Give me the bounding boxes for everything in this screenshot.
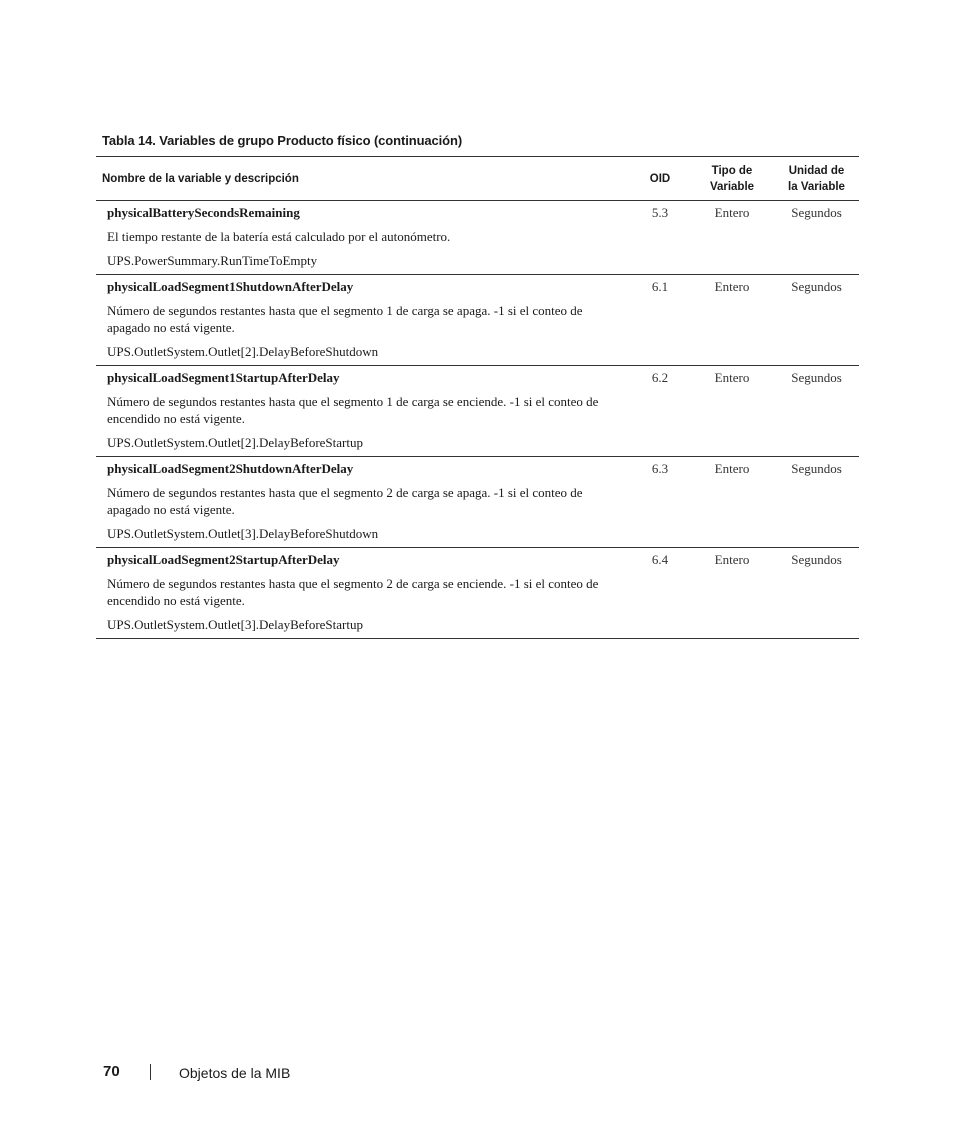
variable-mapping: UPS.OutletSystem.Outlet[3].DelayBeforeStartup <box>107 617 363 632</box>
table-header-row <box>96 157 859 201</box>
header-tipo <box>690 157 774 201</box>
cell-oid: 6.1 <box>630 275 690 366</box>
page-number: 70 <box>103 1063 120 1080</box>
cell-unidad: Segundos <box>774 548 859 639</box>
header-tipo-line2: Variable <box>709 180 755 193</box>
cell-variable <box>96 366 630 457</box>
cell-oid: 5.3 <box>630 201 690 275</box>
header-oid: OID <box>630 157 690 201</box>
cell-tipo: Entero <box>690 201 774 275</box>
variables-table <box>96 156 859 639</box>
header-unidad <box>774 157 859 201</box>
table-row <box>96 275 859 366</box>
cell-unidad: Segundos <box>774 366 859 457</box>
cell-unidad: Segundos <box>774 201 859 275</box>
header-tipo-line1: Tipo de <box>711 164 753 177</box>
variable-mapping: UPS.PowerSummary.RunTimeToEmpty <box>107 253 318 268</box>
cell-tipo: Entero <box>690 548 774 639</box>
variable-description: Número de segundos restantes hasta que el segmento 1 de carga se enciende. -1 si el conteo de encendido no está vigente. <box>107 394 599 426</box>
variable-description: El tiempo restante de la batería está calculado por el autonómetro. <box>107 229 451 244</box>
cell-unidad: Segundos <box>774 457 859 548</box>
variable-description: Número de segundos restantes hasta que el segmento 2 de carga se enciende. -1 si el conteo de encendido no está vigente. <box>107 576 599 608</box>
table-row <box>96 201 859 275</box>
table-row <box>96 548 859 639</box>
variable-mapping: UPS.OutletSystem.Outlet[2].DelayBeforeShutdown <box>107 344 379 359</box>
header-name: Nombre de la variable y descripción <box>96 157 630 201</box>
cell-oid: 6.3 <box>630 457 690 548</box>
cell-tipo: Entero <box>690 457 774 548</box>
header-unidad-line1: Unidad de <box>788 164 845 177</box>
variable-mapping: UPS.OutletSystem.Outlet[2].DelayBeforeStartup <box>107 435 363 450</box>
variable-name: physicalLoadSegment1StartupAfterDelay <box>107 370 340 385</box>
table-caption: Tabla 14. Variables de grupo Producto físico (continuación) <box>102 133 463 148</box>
table-row <box>96 366 859 457</box>
variable-description: Número de segundos restantes hasta que el segmento 1 de carga se apaga. -1 si el conteo de apagado no está vigente. <box>107 303 583 335</box>
variable-mapping: UPS.OutletSystem.Outlet[3].DelayBeforeShutdown <box>107 526 379 541</box>
cell-variable <box>96 457 630 548</box>
cell-oid: 6.2 <box>630 366 690 457</box>
variable-description: Número de segundos restantes hasta que el segmento 2 de carga se apaga. -1 si el conteo de apagado no está vigente. <box>107 485 583 517</box>
cell-tipo: Entero <box>690 366 774 457</box>
footer-divider <box>150 1064 151 1080</box>
cell-variable <box>96 548 630 639</box>
cell-oid: 6.4 <box>630 548 690 639</box>
cell-variable <box>96 275 630 366</box>
variable-name: physicalLoadSegment2ShutdownAfterDelay <box>107 461 354 476</box>
cell-variable <box>96 201 630 275</box>
table-row <box>96 457 859 548</box>
variable-name: physicalLoadSegment2StartupAfterDelay <box>107 552 340 567</box>
variable-name: physicalLoadSegment1ShutdownAfterDelay <box>107 279 354 294</box>
footer-section-title: Objetos de la MIB <box>179 1065 291 1081</box>
cell-unidad: Segundos <box>774 275 859 366</box>
header-unidad-line2: la Variable <box>788 180 845 193</box>
variable-name: physicalBatterySecondsRemaining <box>107 205 300 220</box>
cell-tipo: Entero <box>690 275 774 366</box>
